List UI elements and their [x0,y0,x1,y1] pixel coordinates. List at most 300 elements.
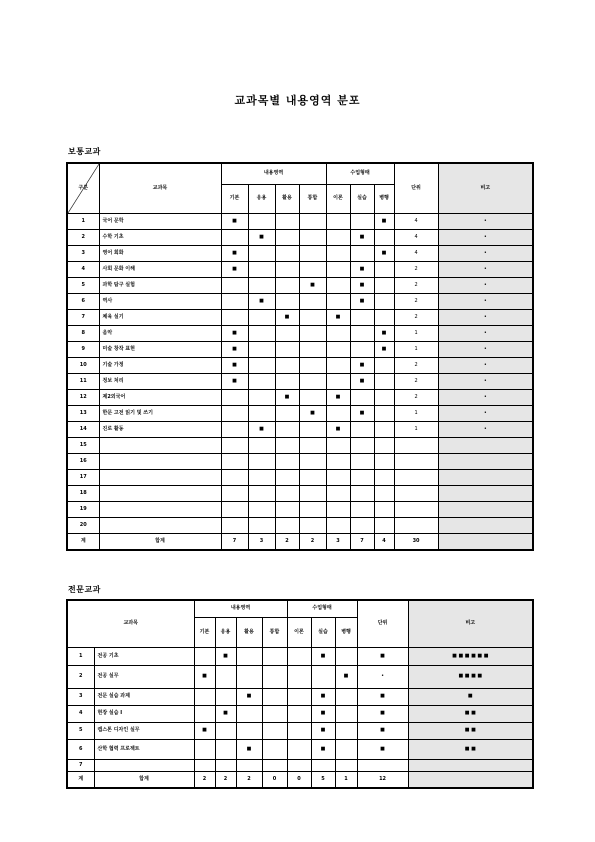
note-cell [438,437,533,453]
class-type-cell: ■ [350,405,374,421]
row-number: 18 [67,485,99,501]
total-class-type: 4 [374,533,394,550]
content-area-cell: ■ [221,213,248,229]
class-type-cell [335,688,357,705]
note-cell: • [438,245,533,261]
class-type-cell [374,229,394,245]
content-area-cell [262,739,287,759]
content-area-cell: ■ [236,739,262,759]
table-row [67,722,533,739]
units-cell: 2 [394,293,438,309]
total-note [408,771,533,788]
subject-name: 제2외국어 [99,389,221,405]
total-class-type: 7 [350,533,374,550]
content-area-cell [194,739,215,759]
content-area-cell [248,213,275,229]
class-type-cell: ■ [311,739,335,759]
class-type-cell [374,373,394,389]
content-area-cell [221,293,248,309]
content-area-cell [299,293,326,309]
subject-name: 한문 고전 읽기 및 쓰기 [99,405,221,421]
group-b-sub: 실습 [350,184,374,213]
content-area-cell [215,688,236,705]
note-cell: ■ ■ ■ ■ ■ ■ [408,647,533,665]
row-number: 4 [67,705,94,722]
class-type-cell [326,373,350,389]
content-area-cell [221,229,248,245]
class-type-cell [335,647,357,665]
class-type-cell [350,421,374,437]
content-area-cell [275,437,299,453]
class-type-cell: ■ [311,705,335,722]
total-content-area: 7 [221,533,248,550]
subject-name [99,453,221,469]
group-a-sub: 통합 [299,184,326,213]
table-row [67,453,533,469]
subject-name [99,517,221,533]
subject-name: 산학 협력 프로젝트 [94,739,194,759]
content-area-cell [299,261,326,277]
total-class-type: 3 [326,533,350,550]
content-area-cell [275,421,299,437]
total-label: 계 [67,771,94,788]
content-area-cell [299,229,326,245]
content-area-cell: ■ [275,389,299,405]
content-area-cell [221,277,248,293]
units-cell: 2 [394,389,438,405]
table-row [67,229,533,245]
group-a-sub: 응용 [248,184,275,213]
content-area-cell [299,325,326,341]
units-cell: 2 [394,373,438,389]
total-content-area: 2 [275,533,299,550]
group-a-sub: 활용 [275,184,299,213]
class-type-cell [350,325,374,341]
note-col-header-2: 비고 [408,600,533,647]
note-cell: • [438,341,533,357]
total-note [438,533,533,550]
table-row [67,389,533,405]
content-area-cell [194,705,215,722]
content-area-cell [299,421,326,437]
content-area-cell [248,405,275,421]
content-area-cell [194,688,215,705]
row-number: 11 [67,373,99,389]
content-area-cell [248,373,275,389]
row-number: 1 [67,213,99,229]
subject-name: 사회 문화 이해 [99,261,221,277]
class-type-cell [374,469,394,485]
section1-label: 보통교과 [68,147,101,156]
class-type-cell [335,722,357,739]
content-area-cell [299,453,326,469]
class-type-cell [326,325,350,341]
total-row [67,533,533,550]
content-area-cell [248,437,275,453]
class-type-cell [335,739,357,759]
note-cell: • [438,261,533,277]
content-area-cell: ■ [299,277,326,293]
units-cell: 2 [394,261,438,277]
note-cell [438,469,533,485]
table-row [67,647,533,665]
total-content-area: 2 [299,533,326,550]
class-type-cell [374,309,394,325]
page-title: 교과목별 내용영역 분포 [234,94,361,107]
content-area-cell [275,229,299,245]
content-area-cell: ■ [215,647,236,665]
content-area-cell [299,309,326,325]
content-area-cell [236,759,262,771]
note-cell: • [438,229,533,245]
row-number: 12 [67,389,99,405]
units-cell [394,501,438,517]
content-area-cell [275,213,299,229]
class-type-cell [326,469,350,485]
class-type-cell [287,739,311,759]
content-area-cell [215,759,236,771]
note-cell [438,517,533,533]
content-area-cell [299,501,326,517]
subject-name [99,437,221,453]
content-area-cell: ■ [221,341,248,357]
total-name: 합계 [94,771,194,788]
section2-label: 전문교과 [68,585,101,594]
note-cell [438,501,533,517]
content-area-cell [275,501,299,517]
content-area-cell: ■ [221,373,248,389]
units-cell: 1 [394,421,438,437]
content-area-cell [221,517,248,533]
class-type-cell [326,213,350,229]
group-b-header: 수업형태 [326,163,394,184]
units-col-header-2: 단위 [357,600,408,647]
row-number: 16 [67,453,99,469]
subject-name: 전공 실무 [94,665,194,688]
subject-name: 국어 문학 [99,213,221,229]
row-number: 17 [67,469,99,485]
content-area-cell: ■ [221,245,248,261]
units-cell: 4 [394,245,438,261]
content-area-cell [236,665,262,688]
table-row [67,665,533,688]
content-area-cell [248,309,275,325]
content-area-cell [221,453,248,469]
content-area-cell: ■ [221,261,248,277]
content-area-cell [194,647,215,665]
units-cell [357,759,408,771]
class-type-cell: ■ [326,309,350,325]
class-type-cell [326,501,350,517]
row-number: 8 [67,325,99,341]
content-area-cell [221,389,248,405]
subject-name [99,485,221,501]
units-cell: ■ [357,739,408,759]
subject-name: 역사 [99,293,221,309]
content-area-cell: ■ [236,688,262,705]
class-type-cell: ■ [335,665,357,688]
content-area-cell [215,722,236,739]
units-cell: 2 [394,309,438,325]
row-number: 14 [67,421,99,437]
units-col-header: 단위 [394,163,438,213]
class-type-cell [326,437,350,453]
total-content-area: 2 [215,771,236,788]
table-row [67,759,533,771]
class-type-cell [374,405,394,421]
units-cell: 1 [394,325,438,341]
content-area-cell [299,469,326,485]
group-a-sub-2: 활용 [236,617,262,647]
group-b-sub-2: 이론 [287,617,311,647]
subject-name [99,469,221,485]
table-row [67,245,533,261]
content-area-cell: ■ [275,309,299,325]
class-type-cell: ■ [374,325,394,341]
units-cell: 4 [394,213,438,229]
class-type-cell: ■ [374,245,394,261]
row-number: 20 [67,517,99,533]
class-type-cell [350,501,374,517]
table-row [67,485,533,501]
class-type-cell [374,501,394,517]
table-row [67,277,533,293]
class-type-cell [374,517,394,533]
class-type-cell [287,665,311,688]
content-area-cell [275,325,299,341]
subject-name [94,759,194,771]
class-type-cell [326,357,350,373]
subject-name: 캡스톤 디자인 실무 [94,722,194,739]
content-area-cell [299,245,326,261]
content-area-cell [299,485,326,501]
note-col-header: 비고 [438,163,533,213]
note-cell [408,759,533,771]
class-type-cell [350,437,374,453]
table-row [67,357,533,373]
table-row [67,405,533,421]
content-area-cell [262,688,287,705]
table-row [67,261,533,277]
subject-name: 미술 창작 표현 [99,341,221,357]
class-type-cell: ■ [374,213,394,229]
content-area-cell: ■ [248,421,275,437]
subject-name: 영어 회화 [99,245,221,261]
class-type-cell: ■ [326,421,350,437]
content-area-cell [275,293,299,309]
class-type-cell [326,261,350,277]
subject-name: 기술 가정 [99,357,221,373]
table-section2 [66,599,534,789]
row-number: 13 [67,405,99,421]
content-area-cell [275,373,299,389]
class-type-cell [374,293,394,309]
total-class-type: 0 [287,771,311,788]
row-number: 4 [67,261,99,277]
class-type-cell [350,309,374,325]
content-area-cell [299,437,326,453]
content-area-cell [275,261,299,277]
class-type-cell [350,453,374,469]
table-row [67,688,533,705]
class-type-cell [326,229,350,245]
row-number: 19 [67,501,99,517]
table-row [67,293,533,309]
class-type-cell [350,469,374,485]
content-area-cell [221,437,248,453]
class-type-cell [287,705,311,722]
note-cell: • [438,389,533,405]
row-number: 2 [67,665,94,688]
note-cell: • [438,325,533,341]
content-area-cell [221,469,248,485]
note-cell: • [438,277,533,293]
note-cell [438,485,533,501]
table-row [67,437,533,453]
row-number: 5 [67,722,94,739]
units-cell: • [357,665,408,688]
units-cell [394,437,438,453]
units-cell [394,469,438,485]
content-area-cell [248,453,275,469]
group-a-header-2: 내용영역 [194,600,287,617]
table-row [67,739,533,759]
group-a-sub-2: 통합 [262,617,287,647]
class-type-cell [326,245,350,261]
content-area-cell [275,453,299,469]
class-type-cell [311,665,335,688]
group-a-header: 내용영역 [221,163,326,184]
class-type-cell [335,705,357,722]
note-cell: ■ ■ ■ ■ [408,665,533,688]
row-number: 6 [67,293,99,309]
class-type-cell [374,389,394,405]
class-type-cell [326,453,350,469]
subject-name: 과학 탐구 실험 [99,277,221,293]
group-a-sub-2: 응용 [215,617,236,647]
content-area-cell: ■ [215,705,236,722]
note-cell: • [438,293,533,309]
corner-label: 구분 [78,184,89,191]
group-b-sub-2: 실습 [311,617,335,647]
units-cell: ■ [357,705,408,722]
table-row [67,373,533,389]
class-type-cell [311,759,335,771]
content-area-cell [275,277,299,293]
subject-name: 전문 실습 과제 [94,688,194,705]
class-type-cell [326,341,350,357]
row-number: 3 [67,688,94,705]
group-b-sub: 병행 [374,184,394,213]
row-number: 7 [67,309,99,325]
class-type-cell: ■ [350,261,374,277]
content-area-cell: ■ [248,293,275,309]
content-area-cell [248,261,275,277]
content-area-cell [275,485,299,501]
class-type-cell [326,405,350,421]
content-area-cell [248,277,275,293]
subject-name: 수학 기초 [99,229,221,245]
content-area-cell [236,705,262,722]
class-type-cell [374,357,394,373]
table-row [67,501,533,517]
content-area-cell [194,759,215,771]
class-type-cell [326,277,350,293]
content-area-cell [262,722,287,739]
total-content-area: 2 [194,771,215,788]
total-label: 계 [67,533,99,550]
class-type-cell [350,517,374,533]
group-a-sub: 기본 [221,184,248,213]
table-row [67,469,533,485]
units-cell: ■ [357,722,408,739]
content-area-cell: ■ [299,405,326,421]
note-cell: • [438,309,533,325]
class-type-cell [335,759,357,771]
class-type-cell [326,293,350,309]
note-cell: • [438,357,533,373]
content-area-cell: ■ [221,357,248,373]
table-row [67,325,533,341]
content-area-cell [275,245,299,261]
units-cell [394,517,438,533]
row-number: 15 [67,437,99,453]
content-area-cell [299,213,326,229]
table-section1 [66,162,534,551]
content-area-cell [248,389,275,405]
class-type-cell: ■ [350,277,374,293]
table-row [67,309,533,325]
content-area-cell [299,357,326,373]
subject-name [99,501,221,517]
content-area-cell [248,341,275,357]
corner-header [67,163,99,213]
content-area-cell [299,389,326,405]
note-cell: ■ [408,688,533,705]
subject-name: 전공 기초 [94,647,194,665]
content-area-cell [221,309,248,325]
subject-name: 정보 처리 [99,373,221,389]
content-area-cell [275,517,299,533]
content-area-cell: ■ [194,722,215,739]
content-area-cell [236,647,262,665]
content-area-cell: ■ [194,665,215,688]
class-type-cell: ■ [350,373,374,389]
class-type-cell [374,277,394,293]
total-units: 30 [394,533,438,550]
group-b-sub: 이론 [326,184,350,213]
content-area-cell [215,665,236,688]
note-cell: • [438,213,533,229]
content-area-cell [299,341,326,357]
content-area-cell [248,501,275,517]
table-row [67,421,533,437]
units-cell: 1 [394,341,438,357]
content-area-cell [248,485,275,501]
content-area-cell [221,485,248,501]
row-number: 3 [67,245,99,261]
class-type-cell [287,759,311,771]
content-area-cell: ■ [221,325,248,341]
content-area-cell [299,373,326,389]
row-number: 2 [67,229,99,245]
content-area-cell [262,647,287,665]
total-content-area: 2 [236,771,262,788]
group-a-sub-2: 기본 [194,617,215,647]
subject-name: 체육 실기 [99,309,221,325]
content-area-cell [262,705,287,722]
row-number: 5 [67,277,99,293]
